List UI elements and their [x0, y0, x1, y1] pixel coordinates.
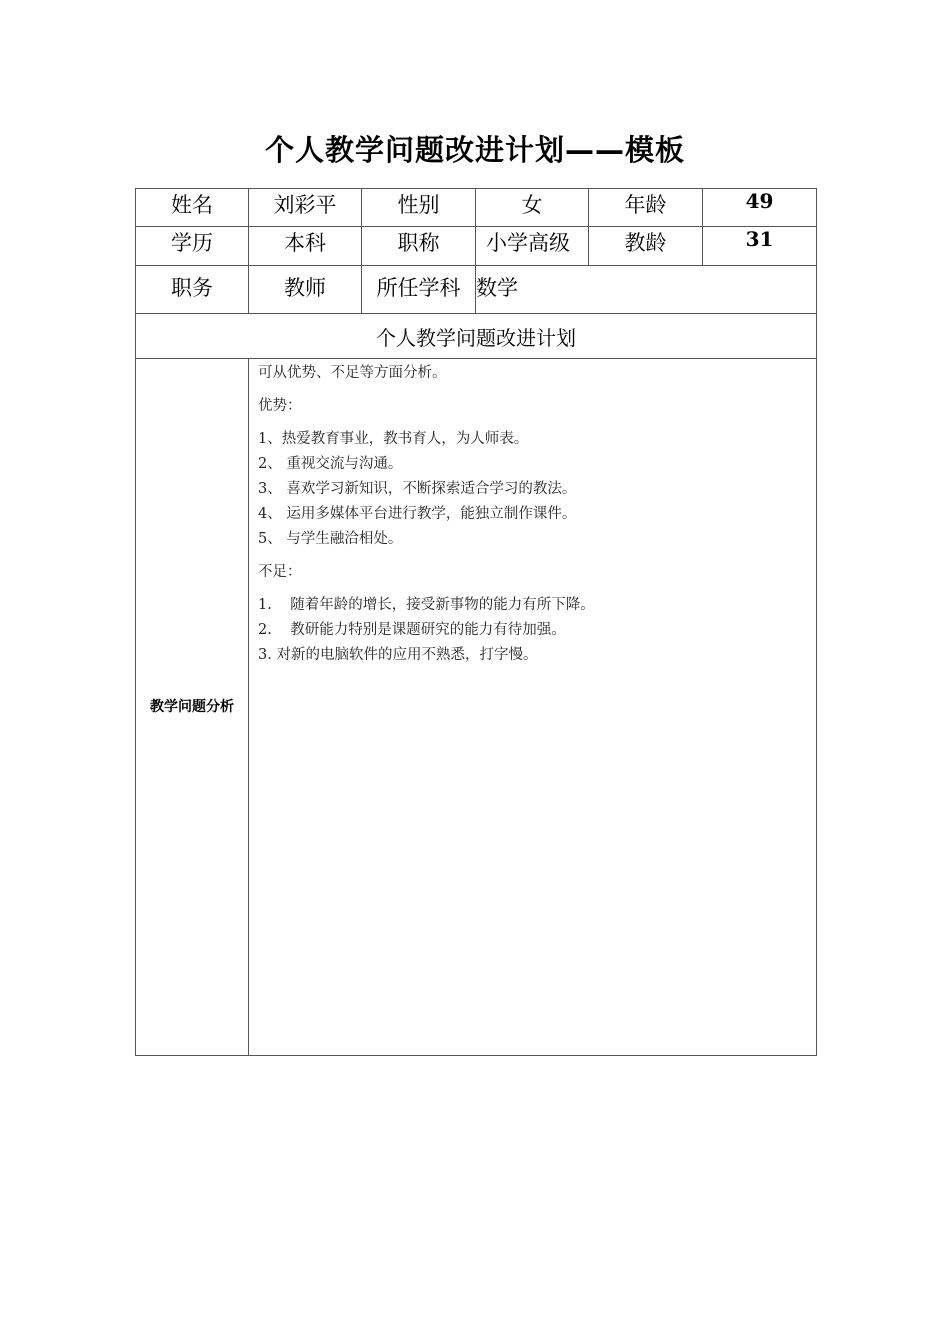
education-label: 学历 — [136, 227, 249, 266]
strengths-heading: 优势： — [258, 398, 302, 414]
professional-title-label: 职称 — [362, 227, 476, 266]
gender-label: 性别 — [362, 189, 476, 227]
gender-value: 女 — [476, 189, 589, 227]
table-row — [136, 189, 817, 227]
list-item: 2. 教研能力特别是课题研究的能力有待加强。 — [258, 622, 566, 638]
list-item: 2、 重视交流与沟通。 — [258, 456, 403, 472]
list-item: 1. 随着年龄的增长，接受新事物的能力有所下降。 — [258, 597, 595, 613]
name-value: 刘彩平 — [249, 189, 362, 227]
list-item: 5、 与学生融洽相处。 — [258, 531, 403, 547]
list-item: 3、 喜欢学习新知识，不断探索适合学习的教法。 — [258, 481, 577, 497]
teacher-info-table — [135, 188, 817, 1056]
subject-label: 所任学科 — [362, 266, 476, 314]
age-label: 年龄 — [589, 189, 703, 227]
table-row — [136, 266, 817, 314]
position-label: 职务 — [136, 266, 249, 314]
education-value: 本科 — [249, 227, 362, 266]
analysis-side-label: 教学问题分析 — [136, 359, 249, 1056]
analysis-content — [249, 359, 817, 1056]
strengths-list — [258, 427, 806, 552]
weaknesses-heading: 不足： — [258, 564, 302, 580]
teaching-years-label: 教龄 — [589, 227, 703, 266]
table-row — [136, 227, 817, 266]
subject-value: 数学 — [476, 266, 817, 314]
professional-title-value: 小学高级 — [476, 227, 589, 266]
name-label: 姓名 — [136, 189, 249, 227]
teaching-years-value: 31 — [703, 227, 817, 266]
weaknesses-list — [258, 593, 806, 668]
table-row — [136, 314, 817, 359]
age-value: 49 — [703, 189, 817, 227]
analysis-intro: 可从优势、不足等方面分析。 — [258, 365, 447, 381]
table-row — [136, 359, 817, 1056]
document-title: 个人教学问题改进计划——模板 — [264, 133, 685, 167]
list-item: 3. 对新的电脑软件的应用不熟悉，打字慢。 — [258, 647, 538, 663]
plan-heading: 个人教学问题改进计划 — [136, 314, 817, 359]
position-value: 教师 — [249, 266, 362, 314]
list-item: 4、 运用多媒体平台进行教学，能独立制作课件。 — [258, 506, 577, 522]
list-item: 1、热爱教育事业，教书育人，为人师表。 — [258, 431, 529, 447]
